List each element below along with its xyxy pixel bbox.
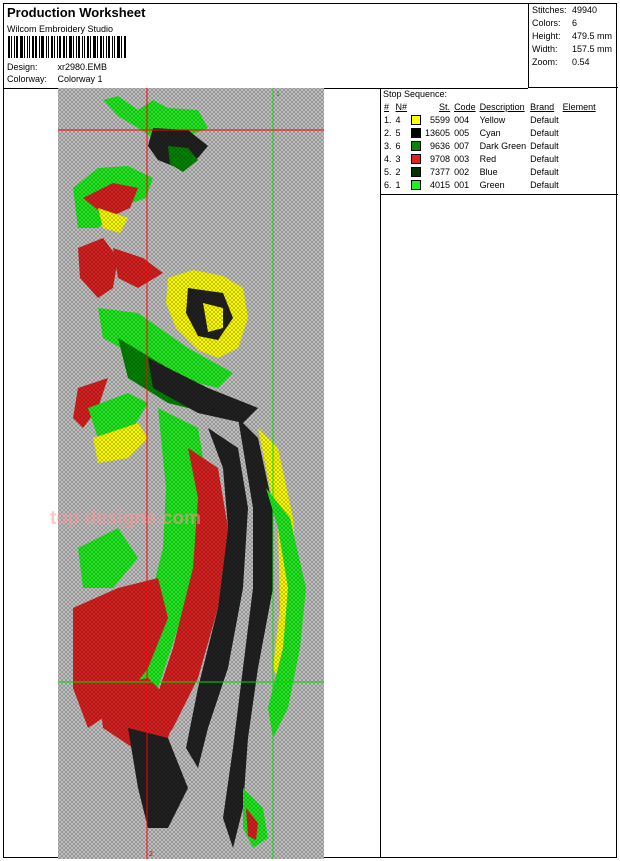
table-row bbox=[382, 113, 598, 126]
embroidery-design-image bbox=[58, 88, 324, 859]
stat-value: 0.54 bbox=[572, 57, 590, 67]
row-brand: Default bbox=[530, 127, 559, 138]
stat-label: Stitches: bbox=[532, 5, 567, 15]
barcode-bar bbox=[24, 36, 25, 58]
barcode-bar bbox=[78, 36, 80, 58]
page-title: Production Worksheet bbox=[7, 5, 146, 20]
row-element bbox=[561, 113, 598, 126]
barcode-bar bbox=[121, 36, 122, 58]
barcode-bar bbox=[112, 36, 113, 58]
barcode-bar bbox=[27, 36, 28, 58]
color-swatch-box bbox=[411, 141, 421, 151]
column-header-index: # bbox=[384, 101, 390, 112]
row-stitches: 9708 bbox=[430, 153, 451, 164]
barcode-bar bbox=[97, 36, 98, 58]
column-header-code: Code bbox=[454, 101, 476, 112]
column-header-brand: Brand bbox=[530, 101, 555, 112]
barcode-bar bbox=[82, 36, 83, 58]
row-index: 2. bbox=[384, 127, 392, 138]
worksheet-frame bbox=[3, 3, 617, 858]
table-header-row bbox=[382, 100, 598, 113]
table-row bbox=[382, 139, 598, 152]
row-needle: 6 bbox=[395, 140, 401, 151]
stop-sequence-table bbox=[382, 100, 598, 191]
column-header-stitches: St. bbox=[439, 101, 451, 112]
design-label: Design: bbox=[7, 62, 38, 72]
row-needle: 2 bbox=[395, 166, 401, 177]
stitch-texture bbox=[58, 88, 324, 859]
row-description: Blue bbox=[479, 166, 498, 177]
row-description: Dark Green bbox=[479, 140, 527, 151]
barcode-bar bbox=[41, 36, 44, 58]
barcode-bar bbox=[66, 36, 67, 58]
row-index: 5. bbox=[384, 166, 392, 177]
color-swatch bbox=[409, 165, 423, 178]
barcode-bar bbox=[54, 36, 55, 58]
table-row bbox=[382, 165, 598, 178]
color-swatch-box bbox=[411, 180, 421, 190]
color-swatch-box bbox=[411, 128, 421, 138]
design-filename: xr2980.EMB bbox=[57, 62, 108, 72]
stat-stitches bbox=[532, 5, 597, 15]
stat-colors bbox=[532, 18, 577, 28]
table-row bbox=[382, 152, 598, 165]
barcode-bar bbox=[114, 36, 115, 58]
row-code: 007 bbox=[454, 140, 470, 151]
color-swatch bbox=[409, 139, 423, 152]
barcode-image bbox=[8, 36, 128, 58]
row-needle: 1 bbox=[395, 179, 401, 190]
row-index: 1. bbox=[384, 114, 392, 125]
barcode-bar bbox=[93, 36, 96, 58]
row-stitches: 7377 bbox=[430, 166, 451, 177]
row-element bbox=[561, 178, 598, 191]
row-element bbox=[561, 126, 598, 139]
barcode-bar bbox=[48, 36, 49, 58]
colorway-value: Colorway 1 bbox=[57, 74, 103, 84]
barcode-bar bbox=[20, 36, 23, 58]
embroidery-canvas bbox=[58, 88, 324, 859]
barcode-bar bbox=[8, 36, 10, 58]
row-description: Yellow bbox=[479, 114, 506, 125]
stop-sequence-panel bbox=[381, 88, 618, 195]
colorway-row bbox=[7, 74, 103, 84]
row-index: 3. bbox=[384, 140, 392, 151]
barcode-bar bbox=[108, 36, 110, 58]
design-stats-panel bbox=[528, 4, 618, 88]
design-preview-panel bbox=[4, 88, 381, 857]
color-swatch bbox=[409, 126, 423, 139]
color-swatch bbox=[409, 178, 423, 191]
watermark-text: top designs.com bbox=[50, 508, 201, 529]
stat-height bbox=[532, 31, 612, 41]
barcode-bar bbox=[14, 36, 15, 58]
stat-value: 157.5 mm bbox=[572, 44, 613, 54]
stop-sequence-caption: Stop Sequence: bbox=[383, 89, 448, 99]
stat-label: Height: bbox=[532, 31, 561, 41]
barcode-bar bbox=[63, 36, 65, 58]
row-needle: 5 bbox=[395, 127, 401, 138]
row-code: 005 bbox=[454, 127, 470, 138]
row-code: 002 bbox=[454, 166, 470, 177]
table-row bbox=[382, 126, 598, 139]
worksheet-header bbox=[4, 4, 528, 89]
column-header-element: Element bbox=[562, 101, 596, 112]
barcode-bar bbox=[32, 36, 34, 58]
guide-marker-top: 1 bbox=[276, 91, 280, 98]
row-code: 004 bbox=[454, 114, 470, 125]
color-swatch bbox=[409, 152, 423, 165]
row-stitches: 4015 bbox=[430, 179, 451, 190]
row-description: Cyan bbox=[479, 127, 501, 138]
row-stitches: 5599 bbox=[430, 114, 451, 125]
barcode-bar bbox=[100, 36, 102, 58]
row-brand: Default bbox=[530, 179, 559, 190]
column-header-needle: N# bbox=[395, 101, 408, 112]
column-header-description: Description bbox=[479, 101, 525, 112]
stat-width bbox=[532, 44, 612, 54]
stat-value: 6 bbox=[572, 18, 578, 28]
row-stitches: 9636 bbox=[430, 140, 451, 151]
stat-label: Colors: bbox=[532, 18, 561, 28]
row-index: 6. bbox=[384, 179, 392, 190]
colorway-label: Colorway: bbox=[7, 74, 48, 84]
software-name: Wilcom Embroidery Studio bbox=[7, 24, 114, 34]
barcode-bar bbox=[11, 36, 12, 58]
row-index: 4. bbox=[384, 153, 392, 164]
barcode-bar bbox=[90, 36, 91, 58]
guide-marker-bottom: 2 bbox=[149, 851, 153, 858]
row-brand: Default bbox=[530, 153, 559, 164]
barcode-bar bbox=[69, 36, 72, 58]
color-swatch-box bbox=[411, 167, 421, 177]
stat-label: Width: bbox=[532, 44, 558, 54]
row-brand: Default bbox=[530, 140, 559, 151]
barcode-bar bbox=[117, 36, 120, 58]
row-description: Green bbox=[479, 179, 505, 190]
barcode-bar bbox=[35, 36, 37, 58]
barcode-bar bbox=[103, 36, 104, 58]
table-row bbox=[382, 178, 598, 191]
row-code: 003 bbox=[454, 153, 470, 164]
barcode-bar bbox=[39, 36, 40, 58]
barcode-bar bbox=[87, 36, 89, 58]
row-needle: 4 bbox=[395, 114, 401, 125]
stat-label: Zoom: bbox=[532, 57, 558, 67]
row-element bbox=[561, 139, 598, 152]
stat-zoom bbox=[532, 57, 590, 67]
row-description: Red bbox=[479, 153, 497, 164]
barcode-bar bbox=[57, 36, 58, 58]
row-element bbox=[561, 165, 598, 178]
column-header-swatch bbox=[409, 100, 423, 113]
barcode-bar bbox=[29, 36, 30, 58]
color-swatch-box bbox=[411, 115, 421, 125]
color-swatch-box bbox=[411, 154, 421, 164]
stat-value: 479.5 mm bbox=[572, 31, 613, 41]
barcode-bar bbox=[76, 36, 77, 58]
barcode-bar bbox=[16, 36, 18, 58]
row-element bbox=[561, 152, 598, 165]
row-code: 001 bbox=[454, 179, 470, 190]
design-row bbox=[7, 62, 107, 72]
barcode-bar bbox=[46, 36, 47, 58]
barcode-bar bbox=[124, 36, 126, 58]
color-swatch bbox=[409, 113, 423, 126]
row-brand: Default bbox=[530, 166, 559, 177]
barcode-bar bbox=[51, 36, 53, 58]
barcode-bar bbox=[59, 36, 61, 58]
barcode-bar bbox=[73, 36, 74, 58]
stat-value: 49940 bbox=[572, 5, 598, 15]
row-stitches: 13605 bbox=[425, 127, 451, 138]
row-brand: Default bbox=[530, 114, 559, 125]
row-needle: 3 bbox=[395, 153, 401, 164]
barcode-bar bbox=[106, 36, 107, 58]
barcode-bar bbox=[84, 36, 85, 58]
